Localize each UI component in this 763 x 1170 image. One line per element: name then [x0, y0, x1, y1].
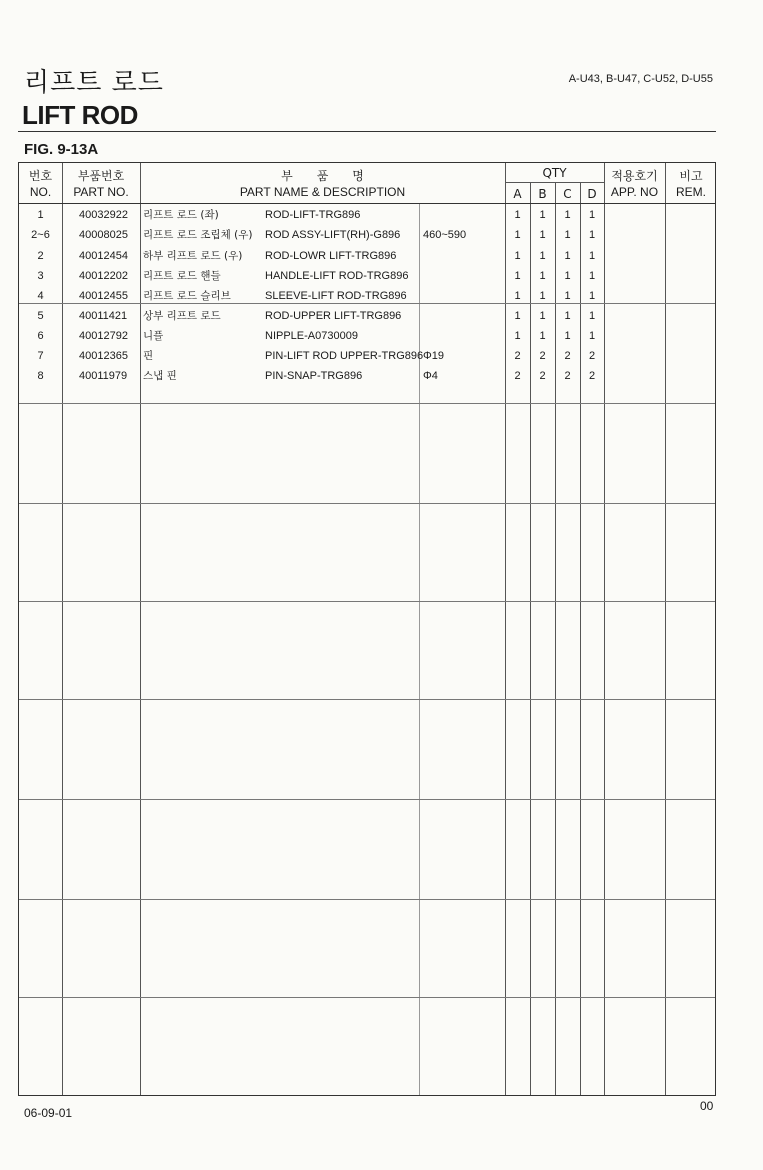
item-no: 7 — [37, 350, 44, 362]
qty-b: 1 — [539, 290, 546, 302]
item-no: 2 — [37, 250, 44, 262]
header-qty-d: D — [587, 187, 597, 201]
part-name-korean: 핀 — [143, 350, 154, 362]
qty-c: 2 — [564, 370, 571, 382]
header-part-english: PART NO. — [73, 185, 129, 199]
header-app-english: APP. NO — [610, 185, 659, 199]
part-spec: 460~590 — [423, 229, 467, 241]
item-no: 2~6 — [31, 229, 50, 241]
header-remarks-english: REM. — [676, 185, 706, 199]
parts-table — [18, 162, 716, 1096]
header-no — [19, 168, 62, 200]
header-name-korean: 부 품 명 — [281, 169, 364, 183]
part-number: 40012792 — [79, 330, 128, 342]
qty-d: 2 — [588, 370, 596, 382]
qty-a: 2 — [514, 350, 521, 362]
header-app-no — [604, 168, 665, 200]
part-number: 40011979 — [79, 370, 128, 382]
part-number: 40032922 — [79, 209, 128, 221]
part-number: 40012365 — [79, 350, 128, 362]
qty-d: 1 — [588, 229, 596, 241]
qty-d: 1 — [588, 209, 596, 221]
qty-b: 1 — [539, 250, 546, 262]
part-name-english: ROD-UPPER LIFT-TRG896 — [265, 310, 402, 322]
part-name-korean: 니플 — [143, 330, 164, 342]
header-qty-c: C — [563, 187, 572, 201]
qty-c: 1 — [564, 229, 571, 241]
qty-a: 1 — [514, 270, 521, 282]
qty-b: 2 — [539, 370, 546, 382]
header-row-divider — [19, 203, 715, 204]
part-name-english: ROD-LIFT-TRG896 — [265, 209, 361, 221]
part-name-korean: 리프트 로드 (좌) — [143, 209, 219, 221]
header-name-english: PART NAME & DESCRIPTION — [239, 185, 406, 199]
qty-a: 1 — [514, 229, 521, 241]
qty-a: 1 — [514, 310, 521, 322]
part-number: 40011421 — [79, 310, 128, 322]
title-divider — [18, 131, 716, 132]
figure-number: FIG. 9-13A — [24, 141, 99, 158]
qty-b: 1 — [539, 330, 546, 342]
part-name-english: SLEEVE-LIFT ROD-TRG896 — [265, 290, 407, 302]
header-part-name — [140, 168, 505, 200]
part-number: 40008025 — [79, 229, 128, 241]
row-group-divider — [19, 303, 715, 304]
part-name-english: HANDLE-LIFT ROD-TRG896 — [265, 270, 409, 282]
row-group-divider — [19, 503, 715, 504]
qty-d: 1 — [588, 330, 596, 342]
qty-d: 1 — [588, 250, 596, 262]
header-part-no — [62, 168, 140, 200]
part-name-english: ROD ASSY-LIFT(RH)-G896 — [265, 229, 401, 241]
header-no-korean: 번호 — [28, 169, 53, 183]
qty-c: 1 — [564, 209, 571, 221]
qty-c: 2 — [564, 350, 571, 362]
header-qty-a: A — [513, 187, 522, 201]
qty-c: 1 — [564, 270, 571, 282]
row-group-divider — [19, 899, 715, 900]
qty-c: 1 — [564, 310, 571, 322]
qty-c: 1 — [564, 330, 571, 342]
qty-d: 1 — [588, 290, 596, 302]
applicable-models: A-U43, B-U47, C-U52, D-U55 — [568, 73, 713, 85]
row-group-divider — [19, 799, 715, 800]
qty-a: 1 — [514, 330, 521, 342]
qty-d: 1 — [588, 270, 596, 282]
part-number: 40012455 — [79, 290, 128, 302]
header-qty-b: B — [538, 187, 547, 201]
item-no: 1 — [37, 209, 44, 221]
part-spec: Φ4 — [423, 370, 438, 382]
qty-b: 1 — [539, 209, 546, 221]
part-name-korean: 하부 리프트 로드 (우) — [143, 250, 243, 262]
part-name-korean: 리프트 로드 조립체 (우) — [143, 229, 253, 241]
page-title-korean: 리프트 로드 — [24, 68, 164, 98]
item-no: 5 — [37, 310, 44, 322]
row-group-divider — [19, 403, 715, 404]
revision-date: 06-09-01 — [24, 1106, 73, 1120]
qty-a: 2 — [514, 370, 521, 382]
item-no: 8 — [37, 370, 44, 382]
header-app-korean: 적용호기 — [611, 169, 658, 183]
part-name-english: PIN-LIFT ROD UPPER-TRG896 — [265, 350, 424, 362]
part-name-english: ROD-LOWR LIFT-TRG896 — [265, 250, 397, 262]
qty-a: 1 — [514, 290, 521, 302]
qty-a: 1 — [514, 209, 521, 221]
item-no: 6 — [37, 330, 44, 342]
header-no-english: NO. — [29, 185, 52, 199]
part-number: 40012202 — [79, 270, 128, 282]
qty-b: 1 — [539, 270, 546, 282]
item-no: 4 — [37, 290, 44, 302]
qty-d: 2 — [588, 350, 596, 362]
part-spec: Φ19 — [423, 350, 445, 362]
item-no: 3 — [37, 270, 44, 282]
header-remarks-korean: 비고 — [679, 169, 703, 183]
qty-b: 1 — [539, 229, 546, 241]
page-number: 00 — [700, 1099, 714, 1113]
header-remarks — [665, 168, 717, 200]
qty-d: 1 — [588, 310, 596, 322]
qty-b: 1 — [539, 310, 546, 322]
qty-a: 1 — [514, 250, 521, 262]
page-title-english: LIFT ROD — [22, 100, 138, 130]
part-name-korean: 리프트 로드 핸들 — [143, 270, 221, 282]
row-group-divider — [19, 601, 715, 602]
qty-c: 1 — [564, 250, 571, 262]
part-name-korean: 리프트 로드 슬리브 — [143, 290, 231, 302]
row-group-divider — [19, 699, 715, 700]
part-name-korean: 상부 리프트 로드 — [143, 310, 221, 322]
header-qty: QTY — [542, 166, 567, 180]
part-name-english: NIPPLE-A0730009 — [265, 330, 358, 342]
qty-c: 1 — [564, 290, 571, 302]
qty-header-divider — [505, 182, 604, 183]
part-number: 40012454 — [79, 250, 128, 262]
header-part-korean: 부품번호 — [77, 169, 125, 183]
row-group-divider — [19, 997, 715, 998]
column-divider — [419, 203, 420, 1095]
qty-b: 2 — [539, 350, 546, 362]
part-name-korean: 스냅 핀 — [143, 370, 177, 382]
part-name-english: PIN-SNAP-TRG896 — [265, 370, 363, 382]
